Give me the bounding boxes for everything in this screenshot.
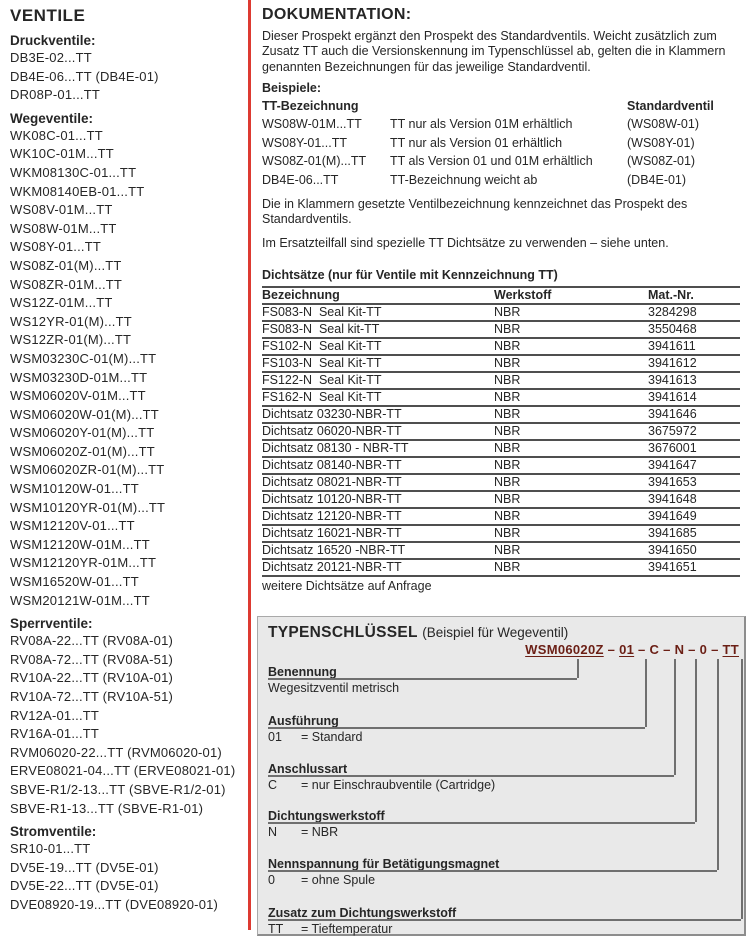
dokumentation-column xyxy=(262,6,744,936)
type-key-code: TT xyxy=(268,921,284,936)
table-row xyxy=(262,543,740,560)
dichtsaetze-cell: NBR xyxy=(494,525,521,540)
dichtsaetze-cell: Dichtsatz 16520 -NBR-TT xyxy=(262,542,406,557)
beispiele-standard: (WS08Z-01) xyxy=(627,154,696,169)
valve-item: WKM08140EB-01...TT xyxy=(10,183,145,199)
dichtsaetze-cell: NBR xyxy=(494,508,521,523)
table-row xyxy=(262,305,740,322)
beispiele-row xyxy=(262,152,744,170)
valve-item: SR10-01...TT xyxy=(10,841,91,857)
type-code-separator: – xyxy=(684,641,700,657)
dichtsaetze-cell: 3941646 xyxy=(648,406,697,421)
table-row xyxy=(262,458,740,475)
valve-item: DV5E-19...TT (DV5E-01) xyxy=(10,859,159,875)
type-key-code: C xyxy=(268,777,278,792)
valve-item: WS08W-01M...TT xyxy=(10,220,117,236)
valve-group-label: Stromventile: xyxy=(10,824,97,840)
valve-item: WS12YR-01(M)...TT xyxy=(10,313,132,329)
dichtsaetze-cell: 3941614 xyxy=(648,389,697,404)
dichtsaetze-cell: Dichtsatz 03230-NBR-TT xyxy=(262,406,402,421)
valve-item: WSM20121W-01M...TT xyxy=(10,592,150,608)
valve-item: WSM06020ZR-01(M)...TT xyxy=(10,462,165,478)
type-code-segment: 01 xyxy=(619,641,635,657)
valve-item: WSM12120W-01M...TT xyxy=(10,536,150,552)
valve-item: WS08Y-01...TT xyxy=(10,239,101,255)
type-key-code: 01 xyxy=(268,729,282,744)
dichtsaetze-cell: NBR xyxy=(494,491,521,506)
dichtsaetze-cell: NBR xyxy=(494,474,521,489)
table-row xyxy=(262,407,740,424)
type-key-description: = nur Einschraubventile (Cartridge) xyxy=(301,777,496,792)
dichtsaetze-cell: FS083-N Seal Kit-TT xyxy=(262,304,382,319)
beispiele-standard: (WS08Y-01) xyxy=(627,135,695,150)
valve-item: WSM03230D-01M...TT xyxy=(10,369,148,385)
valve-group-label: Sperrventile: xyxy=(10,616,93,632)
beispiele-row xyxy=(262,115,744,133)
beispiele-standard: (WS08W-01) xyxy=(627,117,700,132)
dichtsaetze-cell: FS162-N Seal Kit-TT xyxy=(262,389,382,404)
valve-item: WS08Z-01(M)...TT xyxy=(10,257,122,273)
dichtsaetze-cell: NBR xyxy=(494,559,521,574)
dichtsaetze-cell: FS102-N Seal Kit-TT xyxy=(262,338,382,353)
type-key-description: = ohne Spule xyxy=(301,872,376,887)
valve-item: DB4E-06...TT (DB4E-01) xyxy=(10,68,159,84)
dichtsaetze-cell: Dichtsatz 06020-NBR-TT xyxy=(262,423,402,438)
type-key-description: Wegesitzventil metrisch xyxy=(268,680,400,695)
dichtsaetze-table xyxy=(262,286,740,577)
dokumentation-title: DOKUMENTATION: xyxy=(262,6,412,23)
valve-group-list xyxy=(10,32,242,915)
dichtsaetze-cell: Dichtsatz 10120-NBR-TT xyxy=(262,491,402,506)
beispiele-code: WS08Y-01...TT xyxy=(262,135,347,150)
type-code-segment: TT xyxy=(722,641,739,657)
dichtsaetze-cell: NBR xyxy=(494,372,521,387)
valve-item: WSM03230C-01(M)...TT xyxy=(10,350,157,366)
valve-item: WK10C-01M...TT xyxy=(10,146,114,162)
dichtsaetze-cell: 3941650 xyxy=(648,542,697,557)
dichtsaetze-title: Dichtsätze (nur für Ventile mit Kennzeichnung TT) xyxy=(262,267,558,282)
type-code xyxy=(525,642,739,657)
type-code-separator: – xyxy=(634,641,650,657)
ventile-title: VENTILE xyxy=(10,6,86,25)
dichtsaetze-cell: NBR xyxy=(494,440,521,455)
valve-item: WS08ZR-01M...TT xyxy=(10,276,123,292)
beispiele-code: DB4E-06...TT xyxy=(262,172,339,187)
type-key-section-heading: Zusatz zum Dichtungswerkstoff xyxy=(268,905,457,920)
valve-item: WSM12120YR-01M...TT xyxy=(10,555,157,571)
table-row xyxy=(262,560,740,577)
dichtsaetze-cell: 3941649 xyxy=(648,508,697,523)
dichtsaetze-cell: Dichtsatz 08130 - NBR-TT xyxy=(262,440,409,455)
type-key-section-value xyxy=(268,825,338,839)
valve-item: DVE08920-19...TT (DVE08920-01) xyxy=(10,896,219,912)
beispiele-header-row xyxy=(262,97,744,115)
typenschluessel-subtitle: (Beispiel für Wegeventil) xyxy=(422,624,569,640)
beispiele-standard: (DB4E-01) xyxy=(627,172,687,187)
dichtsaetze-cell: NBR xyxy=(494,389,521,404)
beispiele-note: TT als Version 01 und 01M erhältlich xyxy=(390,154,593,169)
table-row xyxy=(262,390,740,407)
type-key-code: 0 xyxy=(268,872,275,887)
section-leader-rule xyxy=(268,919,741,921)
dichtsaetze-cell: NBR xyxy=(494,457,521,472)
valve-item: WSM06020Z-01(M)...TT xyxy=(10,443,155,459)
ersatzteil-note: Im Ersatzteilfall sind spezielle TT Dichtsätze zu verwenden – siehe unten. xyxy=(262,235,669,250)
table-row xyxy=(262,526,740,543)
valve-item: WSM12120V-01...TT xyxy=(10,518,135,534)
dichtsaetze-header-cell: Bezeichnung xyxy=(262,287,340,302)
valve-item: DB3E-02...TT xyxy=(10,50,92,65)
section-leader-line xyxy=(741,659,743,920)
valve-item: WKM08130C-01...TT xyxy=(10,164,137,180)
dichtsaetze-cell: NBR xyxy=(494,338,521,353)
section-leader-rule xyxy=(268,870,717,872)
beispiele-header-standard: Standardventil xyxy=(627,98,714,113)
valve-item: RV10A-22...TT (RV10A-01) xyxy=(10,670,174,686)
type-key-section-value xyxy=(268,778,495,792)
dichtsaetze-footer: weitere Dichtsätze auf Anfrage xyxy=(262,578,432,593)
valve-item: RV10A-72...TT (RV10A-51) xyxy=(10,689,174,704)
dichtsaetze-cell: 3284298 xyxy=(648,304,697,319)
dichtsaetze-cell: NBR xyxy=(494,423,521,438)
type-code-segment: WSM06020Z xyxy=(525,641,604,657)
beispiele-table xyxy=(262,97,744,189)
valve-item: WSM06020V-01M...TT xyxy=(10,388,146,404)
dichtsaetze-cell: Dichtsatz 08140-NBR-TT xyxy=(262,457,402,472)
dichtsaetze-cell: 3941648 xyxy=(648,491,697,506)
type-key-description: = Tieftemperatur xyxy=(301,921,393,936)
valve-item: WS12ZR-01(M)...TT xyxy=(10,332,132,348)
table-row xyxy=(262,509,740,526)
type-key-description: = Standard xyxy=(301,729,363,744)
dichtsaetze-cell: 3675972 xyxy=(648,423,697,438)
valve-item: WSM10120YR-01(M)...TT xyxy=(10,499,166,515)
type-code-segment: 0 xyxy=(699,641,708,657)
valve-item: RV16A-01...TT xyxy=(10,726,100,742)
table-row xyxy=(262,475,740,492)
dichtsaetze-cell: FS083-N Seal kit-TT xyxy=(262,321,380,336)
section-leader-rule xyxy=(268,775,674,777)
table-row xyxy=(262,322,740,339)
beispiele-note: TT-Bezeichnung weicht ab xyxy=(390,172,538,187)
dichtsaetze-cell: NBR xyxy=(494,406,521,421)
type-key-section-value xyxy=(268,730,363,744)
type-code-separator: – xyxy=(659,641,675,657)
dichtsaetze-cell: 3941613 xyxy=(648,372,697,387)
typenschluessel-title-row xyxy=(268,624,568,642)
type-key-section-value xyxy=(268,873,375,887)
valve-item: SBVE-R1-13...TT (SBVE-R1-01) xyxy=(10,800,204,816)
valve-item: DR08P-01...TT xyxy=(10,87,101,103)
valve-item: WS08V-01M...TT xyxy=(10,202,113,218)
dichtsaetze-header-cell: Mat.-Nr. xyxy=(648,287,694,302)
valve-item: WK08C-01...TT xyxy=(10,127,103,143)
table-row xyxy=(262,424,740,441)
type-key-section-value xyxy=(268,681,399,695)
valve-item: RV12A-01...TT xyxy=(10,707,100,723)
section-leader-line xyxy=(695,659,697,823)
section-leader-line xyxy=(577,659,579,679)
dichtsaetze-header-row xyxy=(262,288,740,305)
intro-paragraph: Dieser Prospekt ergänzt den Prospekt des Standardventils. Weicht zusätzlich zum Zusatz TT auch die Versionskennung im Typenschlüssel ab, gelten die in Klammern genannten Bezeichnungen für das jeweilige Standardventil. xyxy=(262,29,726,74)
valve-item: DV5E-22...TT (DV5E-01) xyxy=(10,878,159,894)
section-leader-line xyxy=(645,659,647,728)
dichtsaetze-header-cell: Werkstoff xyxy=(494,287,552,302)
beispiele-code: WS08Z-01(M)...TT xyxy=(262,154,367,169)
dichtsaetze-cell: 3941651 xyxy=(648,559,697,574)
dichtsaetze-cell: Dichtsatz 12120-NBR-TT xyxy=(262,508,402,523)
dichtsaetze-cell: FS122-N Seal Kit-TT xyxy=(262,372,382,387)
table-row xyxy=(262,356,740,373)
type-key-section-heading: Ausführung xyxy=(268,713,339,728)
type-key-description: = NBR xyxy=(301,824,339,839)
ventile-column xyxy=(10,6,242,915)
dichtsaetze-cell: 3941685 xyxy=(648,525,697,540)
valve-item: RVM06020-22...TT (RVM06020-01) xyxy=(10,744,222,760)
valve-group-label: Wegeventile: xyxy=(10,110,94,126)
beispiele-label: Beispiele: xyxy=(262,80,322,95)
dichtsaetze-cell: 3550468 xyxy=(648,321,697,336)
valve-item: WSM10120W-01...TT xyxy=(10,481,139,497)
valve-item: RV08A-72...TT (RV08A-51) xyxy=(10,651,174,667)
typenschluessel-title: TYPENSCHLÜSSEL xyxy=(268,623,418,641)
type-code-segment: N xyxy=(674,641,685,657)
dichtsaetze-cell: 3941612 xyxy=(648,355,697,370)
type-key-code: N xyxy=(268,824,278,839)
dichtsaetze-cell: 3941647 xyxy=(648,457,697,472)
dichtsaetze-cell: Dichtsatz 08021-NBR-TT xyxy=(262,474,402,489)
dichtsaetze-cell: 3941611 xyxy=(648,338,696,353)
dichtsaetze-cell: 3941653 xyxy=(648,474,697,489)
beispiele-header-spacer xyxy=(390,97,627,115)
column-divider-rule xyxy=(248,0,251,930)
type-key-section-heading: Dichtungswerkstoff xyxy=(268,808,385,823)
dichtsaetze-cell: NBR xyxy=(494,321,521,336)
beispiele-code: WS08W-01M...TT xyxy=(262,117,362,132)
valve-item: ERVE08021-04...TT (ERVE08021-01) xyxy=(10,763,236,779)
table-row xyxy=(262,441,740,458)
valve-item: WSM06020Y-01(M)...TT xyxy=(10,425,155,441)
dichtsaetze-cell: NBR xyxy=(494,355,521,370)
type-key-section-heading: Anschlussart xyxy=(268,761,348,776)
type-key-section-heading: Nennspannung für Betätigungsmagnet xyxy=(268,856,500,871)
beispiele-row xyxy=(262,171,744,189)
valve-item: WS12Z-01M...TT xyxy=(10,295,113,311)
dichtsaetze-cell: 3676001 xyxy=(648,440,697,455)
beispiele-note: TT nur als Version 01M erhältlich xyxy=(390,117,573,132)
dichtsaetze-cell: Dichtsatz 16021-NBR-TT xyxy=(262,525,402,540)
valve-item: RV08A-22...TT (RV08A-01) xyxy=(10,633,174,649)
type-code-segment: C xyxy=(649,641,660,657)
section-leader-line xyxy=(674,659,676,776)
type-key-section-heading: Benennung xyxy=(268,664,337,679)
dichtsaetze-cell: NBR xyxy=(494,304,521,319)
valve-item: WSM06020W-01(M)...TT xyxy=(10,406,159,422)
valve-item: SBVE-R1/2-13...TT (SBVE-R1/2-01) xyxy=(10,781,226,797)
type-code-separator: – xyxy=(707,641,723,657)
type-key-section-value xyxy=(268,922,392,936)
beispiele-row xyxy=(262,134,744,152)
table-row xyxy=(262,492,740,509)
section-leader-line xyxy=(717,659,719,871)
valve-group-label: Druckventile: xyxy=(10,33,96,48)
table-row xyxy=(262,373,740,390)
typenschluessel-box xyxy=(257,616,746,936)
valve-item: WSM16520W-01...TT xyxy=(10,574,139,590)
section-leader-rule xyxy=(268,822,695,824)
dichtsaetze-cell: FS103-N Seal Kit-TT xyxy=(262,355,382,370)
section-leader-rule xyxy=(268,727,645,729)
section-leader-rule xyxy=(268,678,577,680)
dichtsaetze-cell: NBR xyxy=(494,542,521,557)
beispiele-header-code: TT-Bezeichnung xyxy=(262,98,359,113)
klammern-note: Die in Klammern gesetzte Ventilbezeichnung kennzeichnet das Prospekt des Standardventils. xyxy=(262,196,688,227)
dichtsaetze-cell: Dichtsatz 20121-NBR-TT xyxy=(262,559,402,574)
type-code-separator: – xyxy=(603,641,620,657)
beispiele-rows xyxy=(262,115,744,189)
table-row xyxy=(262,339,740,356)
beispiele-note: TT nur als Version 01 erhältlich xyxy=(390,135,563,150)
